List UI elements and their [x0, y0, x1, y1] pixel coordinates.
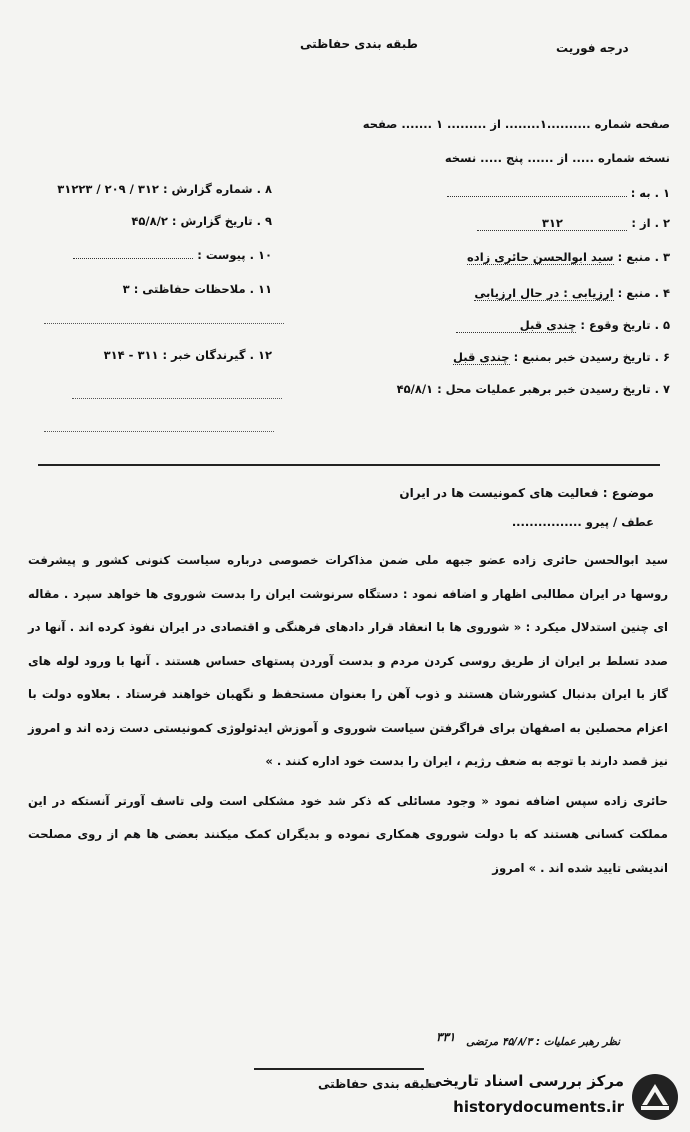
reference-line: عطف / پیرو ................: [511, 515, 654, 529]
field-from: [477, 216, 670, 231]
field-source-eval-value: ارزیابی : در حال ارزیابی: [474, 286, 614, 300]
watermark-site: historydocuments.ir: [453, 1098, 624, 1116]
field-source-received-label: ۶ . تاریخ رسیدن خبر بمنبع :: [509, 350, 670, 364]
section-divider: [38, 464, 660, 466]
field-event-date: [456, 318, 670, 333]
field-leader-received-date: [397, 382, 670, 396]
field-source: [467, 250, 670, 265]
field-attachment-label: ۱۰ . پیوست :: [193, 248, 272, 262]
field-to-value: [447, 196, 627, 197]
field-from-label: ۲ . از :: [627, 216, 670, 230]
field-report-date-value: ۴۵/۸/۲: [131, 214, 168, 228]
field-from-value: ۳۱۲: [477, 216, 627, 231]
field-source-received-date: [453, 350, 670, 365]
dotted-separator: [44, 323, 284, 324]
field-attachment: [46, 248, 272, 262]
field-report-number-label: ۸ . شماره گزارش :: [158, 182, 272, 196]
field-recipients-label: ۱۲ . گیرندگان خبر :: [158, 348, 272, 362]
classification-bottom: طبقه بندی حفاظتی: [318, 1077, 436, 1091]
field-security-notes-value: ۳: [122, 282, 130, 296]
dotted-separator: [72, 398, 282, 399]
field-leader-received-value: ۴۵/۸/۱: [396, 382, 434, 396]
handwritten-mark: ۳۳۱: [436, 1030, 456, 1044]
field-event-date-label: ۵ . تاریخ وقوع :: [576, 318, 670, 332]
subject-value: فعالیت های کمونیست ها در ایران: [399, 486, 599, 500]
field-to: [447, 186, 670, 200]
copy-number-line: نسخه شماره ..... از ...... پنج ..... نسخه: [444, 151, 670, 165]
field-attachment-value: [73, 258, 193, 259]
operations-leader-note: نظر رهبر عملیات : ۴۵/۸/۳ مرتضی: [466, 1036, 620, 1048]
watermark-org: مرکز بررسی اسناد تاریخی: [427, 1072, 624, 1090]
urgency-label: درجه فوریت: [556, 41, 629, 55]
field-recipients: [46, 348, 272, 362]
field-to-label: ۱ . به :: [626, 186, 670, 200]
field-recipients-value: ۳۱۱ - ۳۱۴: [103, 348, 159, 362]
subject-line: [399, 486, 654, 500]
field-security-notes-label: ۱۱ . ملاحظات حفاظتی :: [129, 282, 272, 296]
subject-label: موضوع :: [598, 486, 654, 500]
page-number-line: صفحه شماره ..........۱........ از ......... ۱ ....... صفحه: [362, 117, 670, 131]
field-source-eval: [474, 286, 670, 301]
watermark: [420, 1068, 682, 1126]
field-report-number-value: ۳۱۲ / ۲۰۹ / ۳۱۲۲۳: [57, 182, 159, 196]
classification-top: طبقه بندی حفاظتی: [300, 37, 418, 51]
body-paragraph: حائری زاده سپس اضافه نمود « وجود مسائلی که ذکر شد خود مشکلی است ولی تاسف آورتر آنستکه در این مملکت کسانی هستند که با دولت شوروی همکاری نموده و بدیگران کمک میکنند بعضی ها هم از روی مصلحت اندیشی تایید شده اند . » امروز: [28, 793, 668, 875]
body-paragraph: سید ابوالحسن حائری زاده عضو جبهه ملی ضمن مذاکرات خصوصی درباره سیاست کنونی کشور و پیشرفت روسها در ایران مطالبی اظهار و اضافه نمود : دستگاه سرنوشت ایران را بدست شوروی ها خواهد سپرد . مقاله ای چنین استدلال میکرد : « شوروی ها با انعقاد قرار دادهای فرهنگی و اقتصادی در ایران نفوذ کرده اند . آنها در صدد تسلط بر ایران از طریق روسی کردن مردم و بدست آوردن پستهای حساس هستند . آنها با ورود لوله های گاز با ایران بدنبال کشورشان هستند و ذوب آهن را بعنوان مستحفظ و نگهبان خواهند فرستاد . بعلاوه دولت با اعزام محصلین به اصفهان برای فراگرفتن سیاست شوروی و آموزش ایدئولوژی کمونیستی دست زده اند و امروز نیز قصد دارند با توجه به ضعف رژیم ، ایران را بدست خود اداره کنند . »: [28, 553, 668, 768]
field-report-date: [46, 214, 272, 228]
field-source-label: ۳ . منبع :: [613, 250, 670, 264]
field-source-received-value: چندی قبل: [452, 350, 510, 364]
field-event-date-value: چندی قبل: [456, 318, 576, 333]
field-source-eval-label: ۴ . منبع :: [613, 286, 670, 300]
report-body: [28, 544, 668, 885]
field-source-value: سید ابوالحسن حائری زاده: [467, 250, 614, 264]
archive-logo-icon: [630, 1072, 680, 1122]
field-security-notes: [46, 282, 272, 296]
footer-rule: [254, 1068, 424, 1070]
dotted-separator: [44, 431, 274, 432]
field-report-date-label: ۹ . تاریخ گزارش :: [167, 214, 272, 228]
field-leader-received-label: ۷ . تاریخ رسیدن خبر برهبر عملیات محل :: [433, 382, 670, 396]
field-report-number: [46, 182, 272, 196]
